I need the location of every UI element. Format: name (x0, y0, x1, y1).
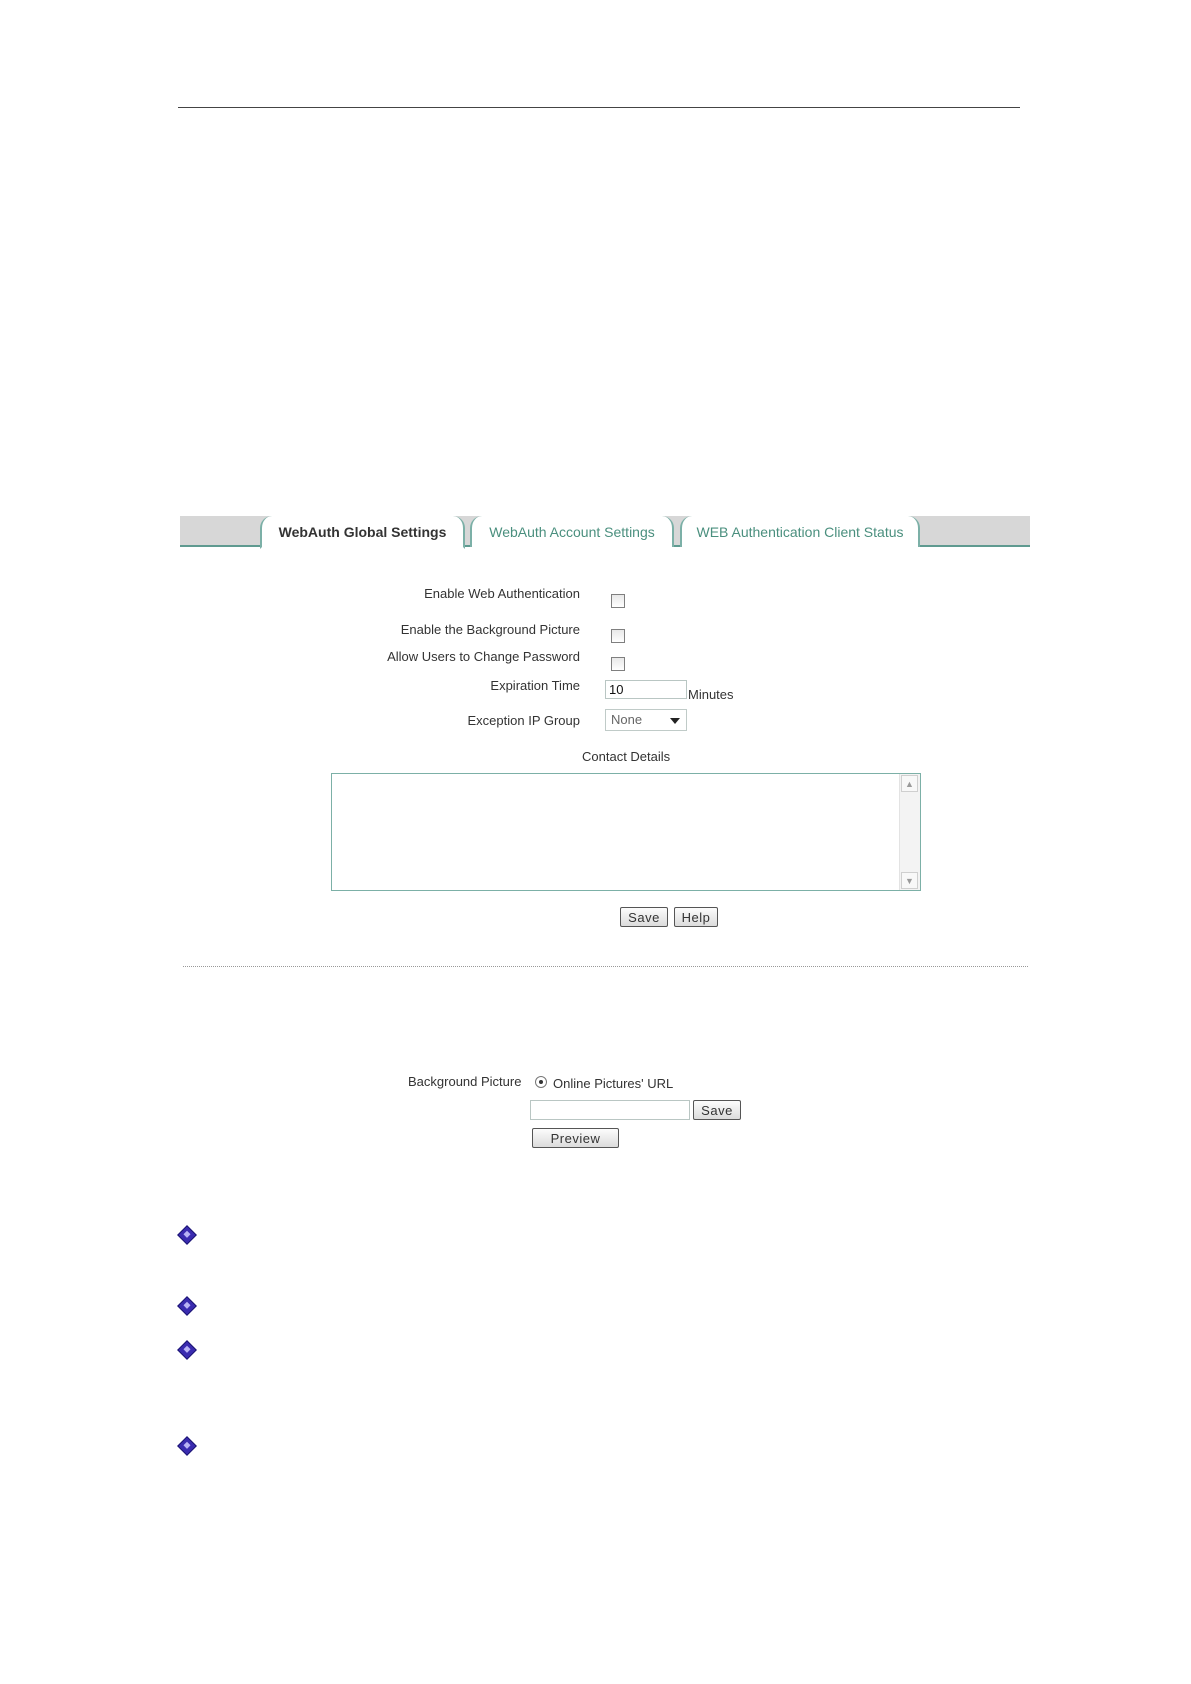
enable-bg-picture-checkbox[interactable] (611, 629, 625, 643)
background-url-input[interactable] (530, 1100, 690, 1120)
tab-web-authentication-client-status[interactable]: WEB Authentication Client Status (680, 516, 920, 547)
enable-bg-picture-label: Enable the Background Picture (400, 622, 580, 637)
contact-details-textarea[interactable] (331, 773, 921, 891)
expiration-time-label: Expiration Time (490, 678, 580, 693)
tab-webauth-account-settings[interactable]: WebAuth Account Settings (470, 516, 674, 547)
contact-details-scrollbar[interactable] (899, 774, 920, 890)
enable-web-auth-checkbox[interactable] (611, 594, 625, 608)
diamond-bullet-icon (177, 1340, 197, 1360)
allow-change-password-checkbox[interactable] (611, 657, 625, 671)
background-save-button[interactable]: Save (693, 1100, 741, 1120)
help-button[interactable]: Help (674, 907, 718, 927)
background-picture-label: Background Picture (408, 1074, 522, 1089)
contact-details-label: Contact Details (582, 749, 671, 764)
exception-ip-group-label: Exception IP Group (467, 713, 580, 728)
tab-webauth-global-settings[interactable]: WebAuth Global Settings (260, 516, 465, 549)
dropdown-arrow-icon (670, 718, 680, 724)
expiration-unit-label: Minutes (688, 687, 734, 702)
settings-tab-bar (180, 516, 1030, 547)
enable-web-auth-label: Enable Web Authentication (424, 586, 580, 601)
diamond-bullet-icon (177, 1436, 197, 1456)
scroll-down-icon[interactable]: ▼ (901, 872, 918, 889)
allow-change-password-label: Allow Users to Change Password (387, 649, 580, 664)
exception-ip-group-value: None (611, 712, 643, 727)
section-divider (183, 966, 1028, 967)
scroll-up-icon[interactable]: ▲ (901, 775, 918, 792)
diamond-bullet-icon (177, 1225, 197, 1245)
online-pictures-url-label: Online Pictures' URL (553, 1076, 674, 1091)
page-header-rule (178, 107, 1020, 108)
diamond-bullet-icon (177, 1296, 197, 1316)
online-pictures-url-radio[interactable] (535, 1076, 547, 1088)
save-button[interactable]: Save (620, 907, 668, 927)
exception-ip-group-select[interactable] (605, 709, 687, 731)
preview-button[interactable]: Preview (532, 1128, 619, 1148)
expiration-time-input[interactable] (605, 680, 687, 699)
